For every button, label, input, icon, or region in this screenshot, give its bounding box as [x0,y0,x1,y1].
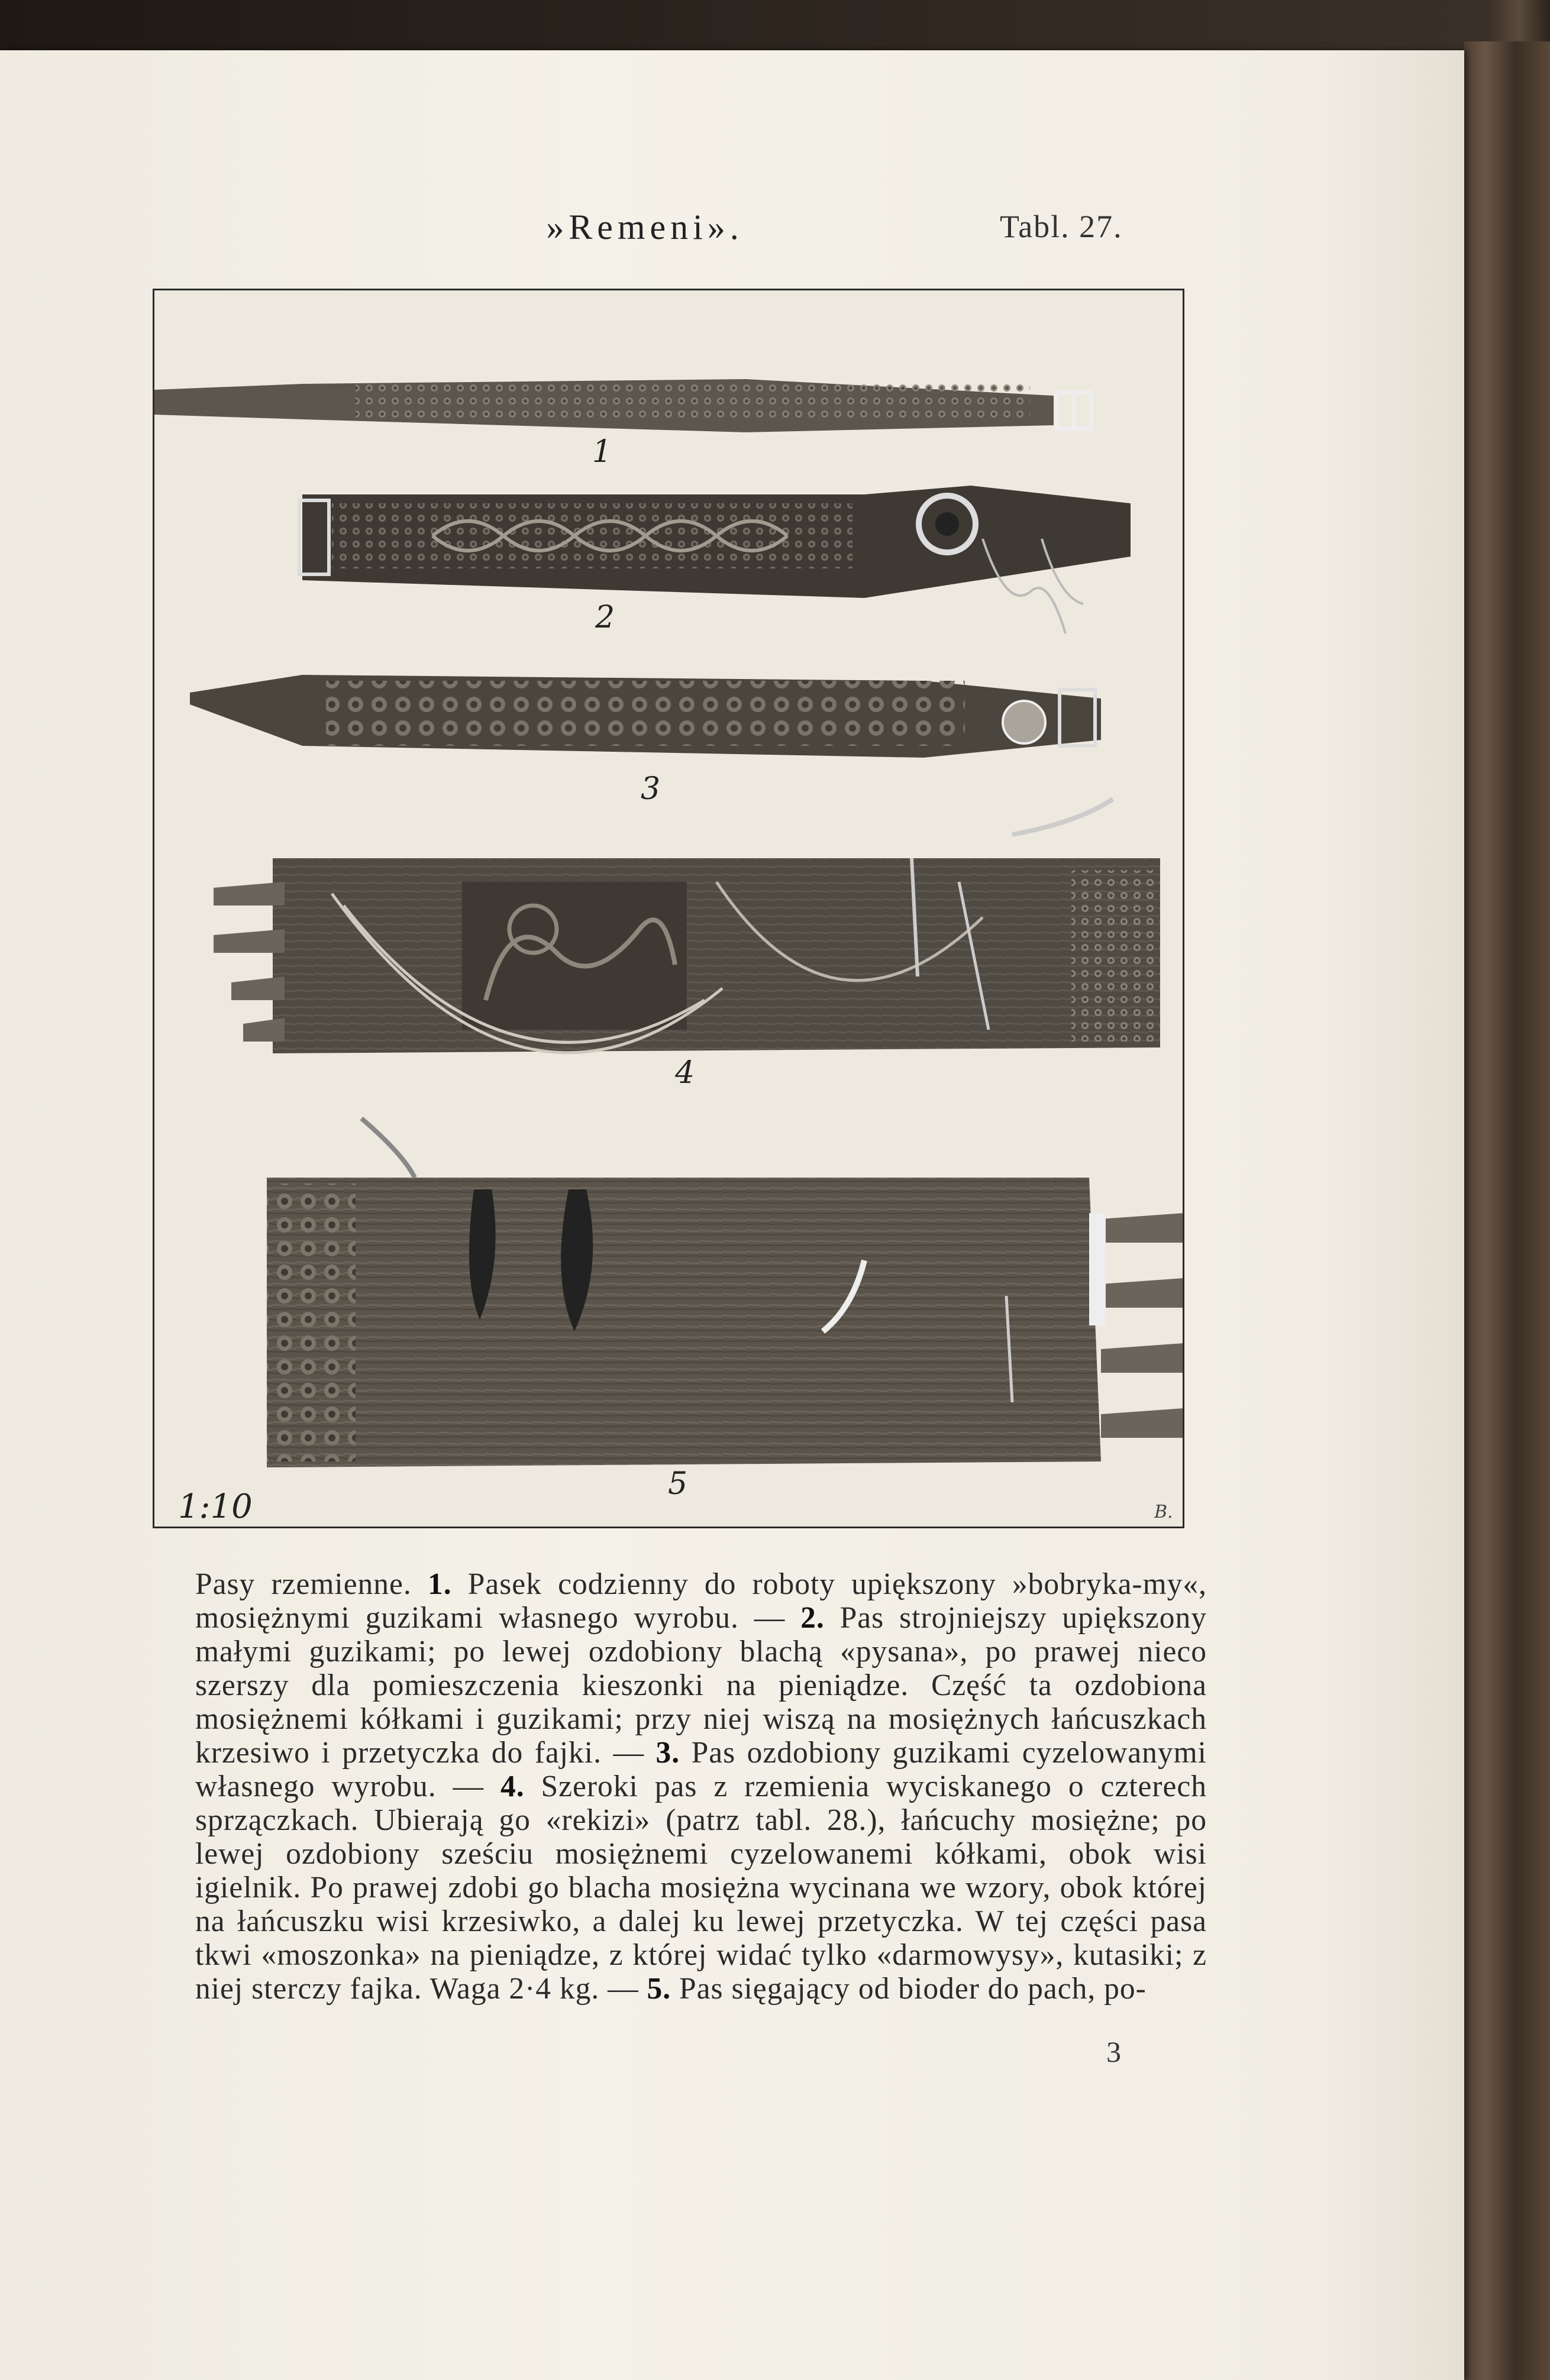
belt-3 [190,675,1101,758]
artist-signature: B. [1154,1502,1173,1522]
caption-item-3-number: 3. [655,1736,680,1770]
belt-2 [299,486,1131,633]
caption-item-5-text: Pas sięgający od bioder do pach, po- [679,1972,1147,2006]
caption-item-1-number: 1. [427,1567,452,1601]
belt-label-1: 1 [592,434,612,470]
belt-label-5: 5 [668,1466,688,1502]
plate-number: Tabl. 27. [1000,209,1123,244]
page-header-title: »Remeni». [546,208,744,247]
photo-plate [153,289,1184,1528]
caption-intro: Pasy rzemienne. [195,1567,412,1601]
book-spine [1464,41,1550,2380]
caption-item-2-number: 2. [800,1601,825,1635]
belts-photograph [154,290,1183,1527]
caption-item-4-number: 4. [500,1770,525,1803]
belt-label-3: 3 [641,771,661,807]
caption-item-2-text: Pas strojniejszy upiększony małymi guzikami; po lewej ozdobiony blachą «pysana», po prawej nieco szerszy dla pomieszczenia kieszonki na pieniądze. Część ta ozdobiona mosiężnemi kółkami i guzikami; przy niej wiszą na mosiężnych łańcuszkach krzesiwo i przetyczka do fajki. — [195,1601,1207,1770]
belt-1 [154,379,1091,432]
page-number: 3 [1106,2035,1121,2068]
plate-caption [195,1567,1207,2006]
belt-label-4: 4 [675,1055,695,1091]
caption-item-1-text: Pasek codzienny do roboty upiększony »bobryka-my«, mosiężnymi guzikami własnego wyrobu. — [195,1567,1207,1635]
belt-5 [267,1118,1183,1467]
scale-label: 1:10 [178,1487,253,1526]
belt-label-2: 2 [595,600,615,635]
caption-item-3-text: Pas ozdobiony guzikami cyzelowanymi własnego wyrobu. — [195,1736,1207,1803]
belt-4 [214,799,1160,1053]
caption-item-4-text: Szeroki pas z rzemienia wyciskanego o czterech sprzączkach. Ubierają go «rekizi» (patrz tabl. 28.), łańcuchy mosiężne; po lewej ozdobiony sześciu mosiężnemi cyzelowanemi kółkami, obok wisi igielnik. Po prawej zdobi go blacha mosiężna wycinana we wzory, obok której na łańcuszku wisi krzesiwko, a dalej ku lewej przetyczka. W tej części pasa tkwi «moszonka» na pieniądze, z której widać tylko «darmowysy», kutasiki; z niej sterczy fajka. Waga 2·4 kg. — [195,1770,1207,2006]
caption-item-5-number: 5. [647,1972,671,2006]
